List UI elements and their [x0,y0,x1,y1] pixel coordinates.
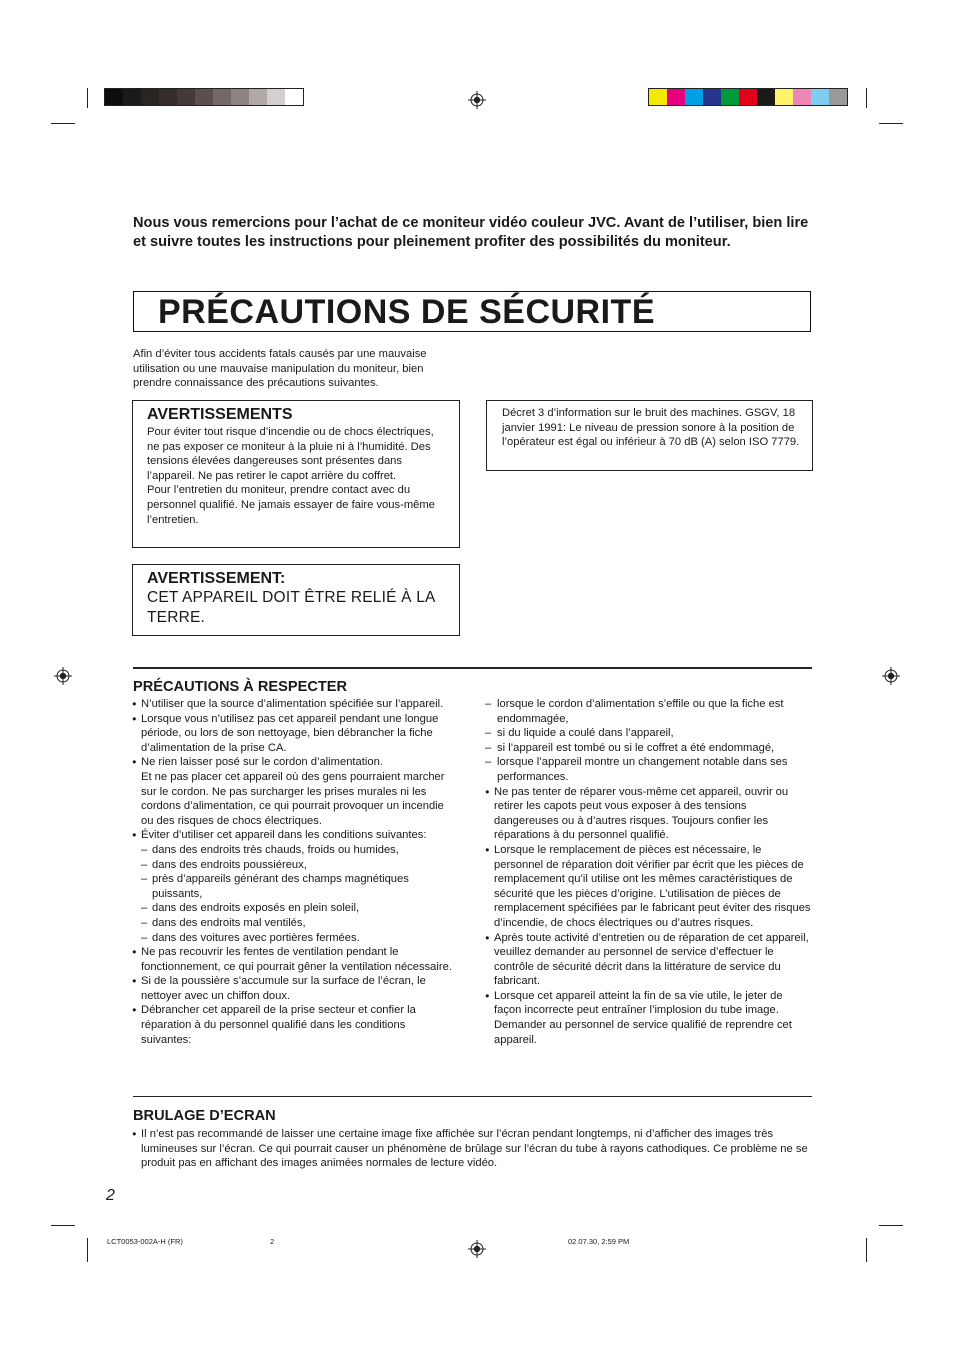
color-swatch [213,89,231,105]
color-swatch [739,89,757,105]
decret-text: Décret 3 d’information sur le bruit des machines. GSGV, 18 janvier 1991: Le niveau de pression sonore à la position de l’opérateur est égal ou inférieur à 70 dB (A) selon ISO 7779. [502,407,800,449]
list-item: – lorsque le cordon d’alimentation s’effile ou que la fiche est endommagée, [485,697,813,726]
footer-code: LCT0053-002A-H (FR) [107,1237,183,1246]
list-item: – dans des voitures avec portières fermées. [132,931,456,946]
color-swatch [231,89,249,105]
list-item: – dans des endroits très chauds, froids ou humides, [132,843,456,858]
color-swatch [159,89,177,105]
brulage-section [132,1127,814,1171]
list-item: ● Si de la poussière s’accumule sur la surface de l’écran, le nettoyer avec un chiffon doux. [132,974,456,1003]
list-item: – lorsque l’appareil montre un changement notable dans ses performances. [485,755,813,784]
brulage-list [132,1127,814,1171]
color-swatch [649,89,667,105]
avertissements-box [132,400,460,548]
color-swatch [105,89,123,105]
list-item: ● Débrancher cet appareil de la prise secteur et confier la réparation à du personnel qualifié dans les conditions suivantes: [132,1003,456,1047]
crop-mark [87,1238,88,1262]
color-swatch [285,89,303,105]
color-swatch [667,89,685,105]
list-item: ● Lorsque cet appareil atteint la fin de sa vie utile, le jeter de façon incorrecte peut entraîner l’implosion du tube image. Demander au personnel de service qualifié de reprendre cet appareil. [485,989,813,1047]
list-item: – près d’appareils générant des champs magnétiques puissants, [132,872,456,901]
list-item: ● Éviter d’utiliser cet appareil dans les conditions suivantes: [132,828,456,843]
color-swatch [141,89,159,105]
list-item: ● Lorsque le remplacement de pièces est nécessaire, le personnel de réparation doit vérifier par écrit que les pièces de remplacement qu’il utilise ont les mêmes caractéristiques de sécurité que les pièces d’origine. L’utilisation de pièces de remplacement spécifiées par le fabricant peut éviter des risques d’incendie, de chocs électriques ou d’autres risques. [485,843,813,931]
color-swatch [793,89,811,105]
crop-mark [51,1225,75,1226]
precautions-title: PRÉCAUTIONS À RESPECTER [133,679,348,695]
color-swatch [249,89,267,105]
color-swatch [685,89,703,105]
gray-swatch-bar [104,88,304,106]
precautions-left-column [132,697,456,1047]
precautions-right-list [485,697,813,1047]
registration-mark-icon [882,667,900,685]
intro-text: Nous vous remercions pour l’achat de ce moniteur vidéo couleur JVC. Avant de l’utiliser, bien lire et suivre toutes les instructions pour pleinement profiter des possibilités du moniteur. [133,215,809,250]
avertissement-terre-title: AVERTISSEMENT: [147,570,286,587]
title-box [133,291,811,332]
list-item: – dans des endroits poussiéreux, [132,858,456,873]
avertissements-title: AVERTISSEMENTS [147,406,293,423]
color-swatch [775,89,793,105]
precautions-right-column [485,697,813,1047]
list-item: – dans des endroits exposés en plein soleil, [132,901,456,916]
list-item: Et ne pas placer cet appareil où des gens pourraient marcher sur le cordon. Ne pas surcharger les prises murales ni les cordons d’alimentation, ce qui pourrait provoquer un incendie ou des risques de chocs électriques. [141,770,445,827]
color-swatch [721,89,739,105]
list-item: ● N’utiliser que la source d’alimentation spécifiée sur l’appareil. [132,697,456,712]
avertissements-paragraph: Pour l’entretien du moniteur, prendre contact avec du personnel qualifié. Ne jamais essayer de faire vous-même l’entretien. [147,484,435,526]
brulage-title: BRULAGE D’ECRAN [133,1108,276,1124]
color-swatch [829,89,847,105]
avertissement-terre-text: CET APPAREIL DOIT ÊTRE RELIÉ À LA TERRE. [147,589,435,626]
avertissement-terre-box [132,564,460,636]
list-item: – si l’appareil est tombé ou si le coffret a été endommagé, [485,741,813,756]
registration-mark-icon [468,91,486,109]
color-swatch [195,89,213,105]
list-item: ● Ne pas recouvrir les fentes de ventilation pendant le fonctionnement, ce qui pourrait gêner la ventilation nécessaire. [132,945,456,974]
list-item: – dans des endroits mal ventilés, [132,916,456,931]
section-divider [133,667,812,669]
lead-paragraph: Afin d’éviter tous accidents fatals causés par une mauvaise utilisation ou une mauvaise manipulation du moniteur, bien prendre connaissance des précautions suivantes. [133,348,427,390]
color-swatch [123,89,141,105]
crop-mark [51,123,75,124]
crop-mark [879,123,903,124]
footer-date: 02.07.30, 2:59 PM [568,1237,630,1246]
list-item: – si du liquide a coulé dans l’appareil, [485,726,813,741]
footer-page: 2 [270,1237,275,1246]
color-swatch [177,89,195,105]
page-number: 2 [106,1187,115,1204]
section-divider [133,1096,812,1097]
crop-mark [866,1238,867,1262]
crop-mark [87,88,88,108]
color-swatch [757,89,775,105]
registration-mark-icon [54,667,72,685]
list-item: ● Il n’est pas recommandé de laisser une certaine image fixe affichée sur l’écran pendant longtemps, ni d’afficher des images très lumineuses sur l’écran. Ce qui pourrait causer un phénomène de brûlage sur l’écran du tube à rayons cathodiques. Ce problème ne se produit pas en affichant des images animées normales de lecture vidéo. [132,1127,814,1171]
registration-mark-icon [468,1240,486,1258]
color-swatch [703,89,721,105]
color-swatch [811,89,829,105]
list-item: ● Ne pas tenter de réparer vous-même cet appareil, ouvrir ou retirer les capots peut vous exposer à des tensions dangereuses ou à d’autres risques. Toujours confier les réparations à du personnel qualifié. [485,785,813,843]
crop-mark [866,88,867,108]
color-swatch-bar [648,88,848,106]
list-item: ● Après toute activité d’entretien ou de réparation de cet appareil, veuillez demander au personnel de service d’effectuer le contrôle de sécurité décrit dans la littérature de service du fabricant. [485,931,813,989]
precautions-left-list [132,697,456,1047]
list-item: ● Lorsque vous n’utilisez pas cet appareil pendant une longue période, ou lors de son nettoyage, bien débrancher la fiche d’alimentation de la prise CA. [132,712,456,756]
list-item: ● Ne rien laisser posé sur le cordon d’alimentation. [132,755,456,770]
avertissements-paragraph: Pour éviter tout risque d’incendie ou de chocs électriques, ne pas exposer ce moniteur à la pluie ni à l’humidité. Des tensions élevées dangereuses sont présentes dans l’appareil. Ne pas retirer le capot arrière du coffret. [147,426,434,482]
decret-box [486,400,813,471]
crop-mark [879,1225,903,1226]
color-swatch [267,89,285,105]
page-title: PRÉCAUTIONS DE SÉCURITÉ [158,293,655,331]
